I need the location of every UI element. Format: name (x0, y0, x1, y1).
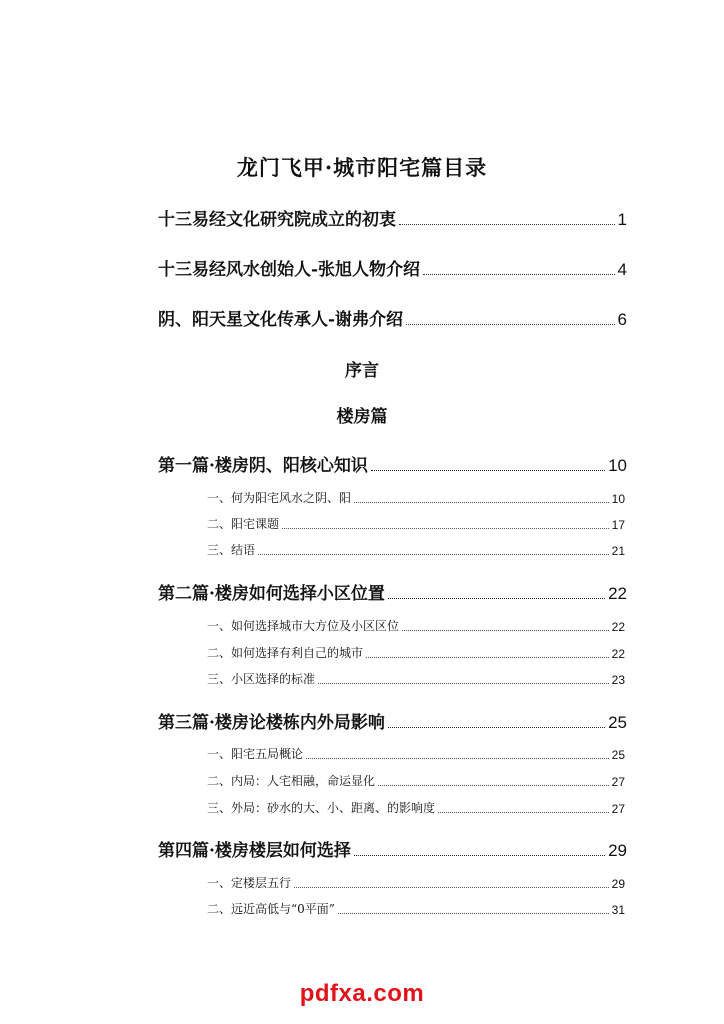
dot-leader (371, 470, 605, 471)
subentry-page: 27 (611, 802, 625, 816)
subentry-label: 一、定楼层五行 (207, 876, 292, 890)
toc-entry-page: 1 (617, 210, 627, 229)
toc-subentry[interactable] (207, 900, 625, 917)
chapter-label: 第一篇·楼房阴、阳核心知识 (158, 456, 368, 476)
toc-entry-label: 阴、阳天星文化传承人-谢弗介绍 (158, 310, 404, 330)
toc-subentry[interactable] (207, 874, 625, 891)
toc-chapter-2[interactable] (158, 579, 627, 604)
subentry-label: 二、远近高低与“0平面” (207, 902, 335, 916)
toc-entry-label: 十三易经文化研究院成立的初衷 (158, 210, 396, 230)
toc-entry-intro-2[interactable] (158, 255, 627, 280)
subentry-page: 25 (611, 748, 625, 762)
toc-subentry[interactable] (207, 541, 625, 558)
chapter-page: 25 (608, 713, 627, 732)
toc-chapter-1[interactable] (158, 451, 627, 476)
chapter-label: 第二篇·楼房如何选择小区位置 (158, 584, 385, 604)
toc-entry-intro-3[interactable] (158, 305, 627, 330)
subentry-label: 二、阳宅课题 (207, 517, 280, 531)
toc-subentry[interactable] (207, 644, 625, 661)
subentry-label: 三、小区选择的标准 (207, 672, 316, 686)
chapter-label: 第四篇·楼房楼层如何选择 (158, 841, 351, 861)
toc-subentry[interactable] (207, 772, 625, 789)
dot-leader (378, 785, 609, 786)
toc-entry-page: 6 (617, 310, 627, 329)
toc-subentry[interactable] (207, 670, 625, 687)
subentry-page: 21 (611, 544, 625, 558)
subentry-label: 一、如何选择城市大方位及小区区位 (207, 619, 400, 633)
toc-subentry[interactable] (207, 799, 625, 816)
dot-leader (294, 887, 609, 888)
dot-leader (388, 727, 605, 728)
subentry-page: 23 (611, 673, 625, 687)
chapter-label: 第三篇·楼房论楼栋内外局影响 (158, 713, 385, 733)
toc-subentry[interactable] (207, 745, 625, 762)
subentry-label: 一、阳宅五局概论 (207, 747, 304, 761)
dot-leader (338, 913, 609, 914)
dot-leader (282, 528, 609, 529)
toc-subentry[interactable] (207, 617, 625, 634)
chapter-page: 10 (608, 456, 627, 475)
dot-leader (388, 598, 605, 599)
subentry-page: 27 (611, 775, 625, 789)
subentry-label: 三、结语 (207, 543, 256, 557)
dot-leader (402, 630, 609, 631)
dot-leader (354, 855, 605, 856)
chapter-page: 29 (608, 841, 627, 860)
toc-entry-page: 4 (617, 260, 627, 279)
dot-leader (399, 224, 615, 225)
toc-chapter-3[interactable] (158, 708, 627, 733)
subentry-page: 22 (611, 647, 625, 661)
toc-subentry[interactable] (207, 515, 625, 532)
subentry-label: 二、如何选择有利自己的城市 (207, 646, 364, 660)
dot-leader (306, 758, 609, 759)
subentry-page: 29 (611, 877, 625, 891)
watermark: pdfxa.com (299, 980, 425, 1007)
dot-leader (438, 812, 609, 813)
toc-entry-label: 十三易经风水创始人-张旭人物介绍 (158, 260, 421, 280)
subentry-page: 10 (611, 492, 625, 506)
dot-leader (423, 274, 614, 275)
dot-leader (258, 554, 609, 555)
preface-heading[interactable]: 序言 (345, 361, 379, 381)
dot-leader (354, 502, 609, 503)
subentry-label: 三、外局：砂水的大、小、距离、的影响度 (207, 801, 436, 815)
toc-subentry[interactable] (207, 489, 625, 506)
subentry-page: 22 (611, 620, 625, 634)
subentry-page: 17 (611, 518, 625, 532)
section-heading: 楼房篇 (336, 407, 388, 427)
subentry-label: 二、内局：人宅相融，命运显化 (207, 774, 376, 788)
toc-chapter-4[interactable] (158, 836, 627, 861)
subentry-label: 一、何为阳宅风水之阴、阳 (207, 491, 352, 505)
subentry-page: 31 (611, 903, 625, 917)
dot-leader (366, 657, 609, 658)
page-title: 龙门飞甲·城市阳宅篇目录 (236, 155, 488, 180)
chapter-page: 22 (608, 584, 627, 603)
dot-leader (318, 683, 609, 684)
toc-entry-intro-1[interactable] (158, 205, 627, 230)
dot-leader (406, 324, 614, 325)
